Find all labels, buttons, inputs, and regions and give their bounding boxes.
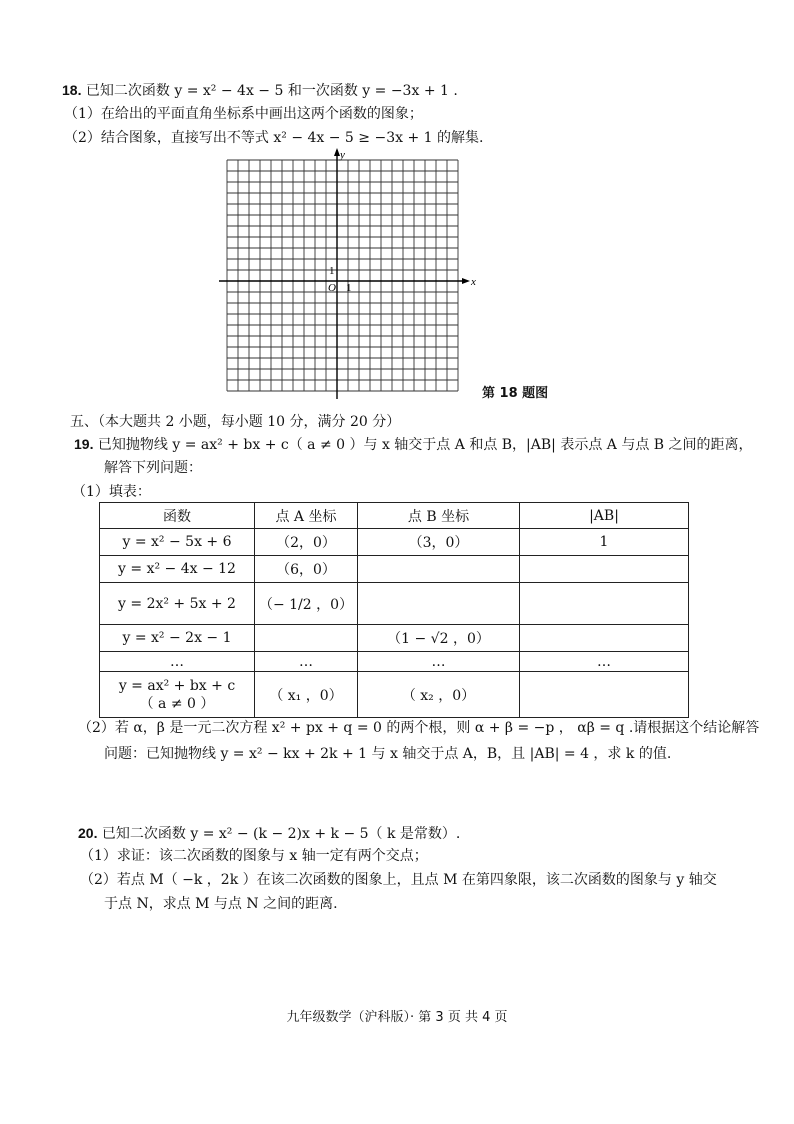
grid-svg xyxy=(215,148,475,408)
fill-table xyxy=(99,502,689,718)
table-cell: … xyxy=(520,652,689,672)
table-cell: y = x² − 5x + 6 xyxy=(100,529,255,556)
table-cell[interactable] xyxy=(520,672,689,718)
table-cell: （ x₁ ，0） xyxy=(255,672,358,718)
x-tick-label: 1 xyxy=(346,282,352,294)
table-cell[interactable] xyxy=(520,556,689,583)
section-heading: 五、（本大题共 2 小题，每小题 10 分，满分 20 分） xyxy=(70,414,401,430)
table-cell: （6，0） xyxy=(255,556,358,583)
page-footer: 九年级数学（沪科版）· 第 3 页 共 4 页 xyxy=(286,1010,508,1025)
table-cell: … xyxy=(358,652,520,672)
table-cell[interactable] xyxy=(358,583,520,625)
q18-part1: （1）在给出的平面直角坐标系中画出这两个函数的图象； xyxy=(64,106,423,122)
table-cell: （ x₂ ，0） xyxy=(358,672,520,718)
table-cell: y = 2x² + 5x + 2 xyxy=(100,583,255,625)
table-header: 点 A 坐标 xyxy=(255,503,358,529)
table-header: |AB| xyxy=(520,503,689,529)
table-cell: … xyxy=(100,652,255,672)
table-cell[interactable] xyxy=(255,625,358,652)
q19-number: 19. xyxy=(74,436,94,452)
table-cell: y = x² − 4x − 12 xyxy=(100,556,255,583)
x-axis-arrow xyxy=(462,278,470,284)
table-cell[interactable] xyxy=(358,556,520,583)
table-row xyxy=(100,672,689,718)
q19-stem: 已知抛物线 y = ax² + bx + c（ a ≠ 0 ）与 x 轴交于点 A 和点 B，|AB| 表示点 A 与点 B 之间的距离， xyxy=(97,437,753,453)
table-cell: y = ax² + bx + c （ a ≠ 0 ） xyxy=(100,672,255,718)
table-header: 点 B 坐标 xyxy=(358,503,520,529)
table-row xyxy=(100,625,689,652)
table-cell: （− 1/2 ，0） xyxy=(255,583,358,625)
coordinate-grid xyxy=(215,148,475,408)
origin-label: O xyxy=(328,282,336,294)
table-row xyxy=(100,529,689,556)
q20-stem: 已知二次函数 y = x² − (k − 2)x + k − 5（ k 是常数）. xyxy=(101,826,461,842)
q19-part1: （1）填表： xyxy=(72,484,151,500)
q19-part2-line1: （2）若 α，β 是一元二次方程 x² + px + q = 0 的两个根，则 α + β = −p ， αβ = q .请根据这个结论解答 xyxy=(78,720,760,736)
y-tick-label: 1 xyxy=(329,265,335,277)
figure-caption: 第 18 题图 xyxy=(482,386,549,401)
table-row xyxy=(100,583,689,625)
table-cell: y = x² − 2x − 1 xyxy=(100,625,255,652)
table-header: 函数 xyxy=(100,503,255,529)
q18-part2: （2）结合图象，直接写出不等式 x² − 4x − 5 ≥ −3x + 1 的解集. xyxy=(64,130,484,146)
table-cell[interactable] xyxy=(520,625,689,652)
table-header-row xyxy=(100,503,689,529)
q18-stem-line xyxy=(62,80,458,101)
table-cell[interactable] xyxy=(520,583,689,625)
q18-stem: 已知二次函数 y = x² − 4x − 5 和一次函数 y = −3x + 1 . xyxy=(85,83,458,99)
q20-part2-line2: 于点 N，求点 M 与点 N 之间的距离. xyxy=(104,896,338,912)
y-axis-label: y xyxy=(340,149,345,161)
table-cell: （2，0） xyxy=(255,529,358,556)
table-cell: （1 − √2 ，0） xyxy=(358,625,520,652)
table-cell: … xyxy=(255,652,358,672)
q20-stem-line xyxy=(78,823,460,844)
table-cell: （3，0） xyxy=(358,529,520,556)
table-row xyxy=(100,652,689,672)
q18-number: 18. xyxy=(62,82,82,98)
q20-part1: （1）求证：该二次函数的图象与 x 轴一定有两个交点； xyxy=(80,848,428,864)
table-row xyxy=(100,556,689,583)
q20-part2-line1: （2）若点 M（ −k ，2k ）在该二次函数的图象上，且点 M 在第四象限，该二次函数的图象与 y 轴交 xyxy=(80,872,717,888)
q19-stem-line xyxy=(74,434,753,455)
table-cell: 1 xyxy=(520,529,689,556)
q19-stem-line2: 解答下列问题： xyxy=(104,460,202,476)
q19-part2-line2: 问题：已知抛物线 y = x² − kx + 2k + 1 与 x 轴交于点 A，B，且 |AB| = 4 ，求 k 的值. xyxy=(104,746,672,762)
q20-number: 20. xyxy=(78,825,98,841)
x-axis-label: x xyxy=(471,276,476,288)
